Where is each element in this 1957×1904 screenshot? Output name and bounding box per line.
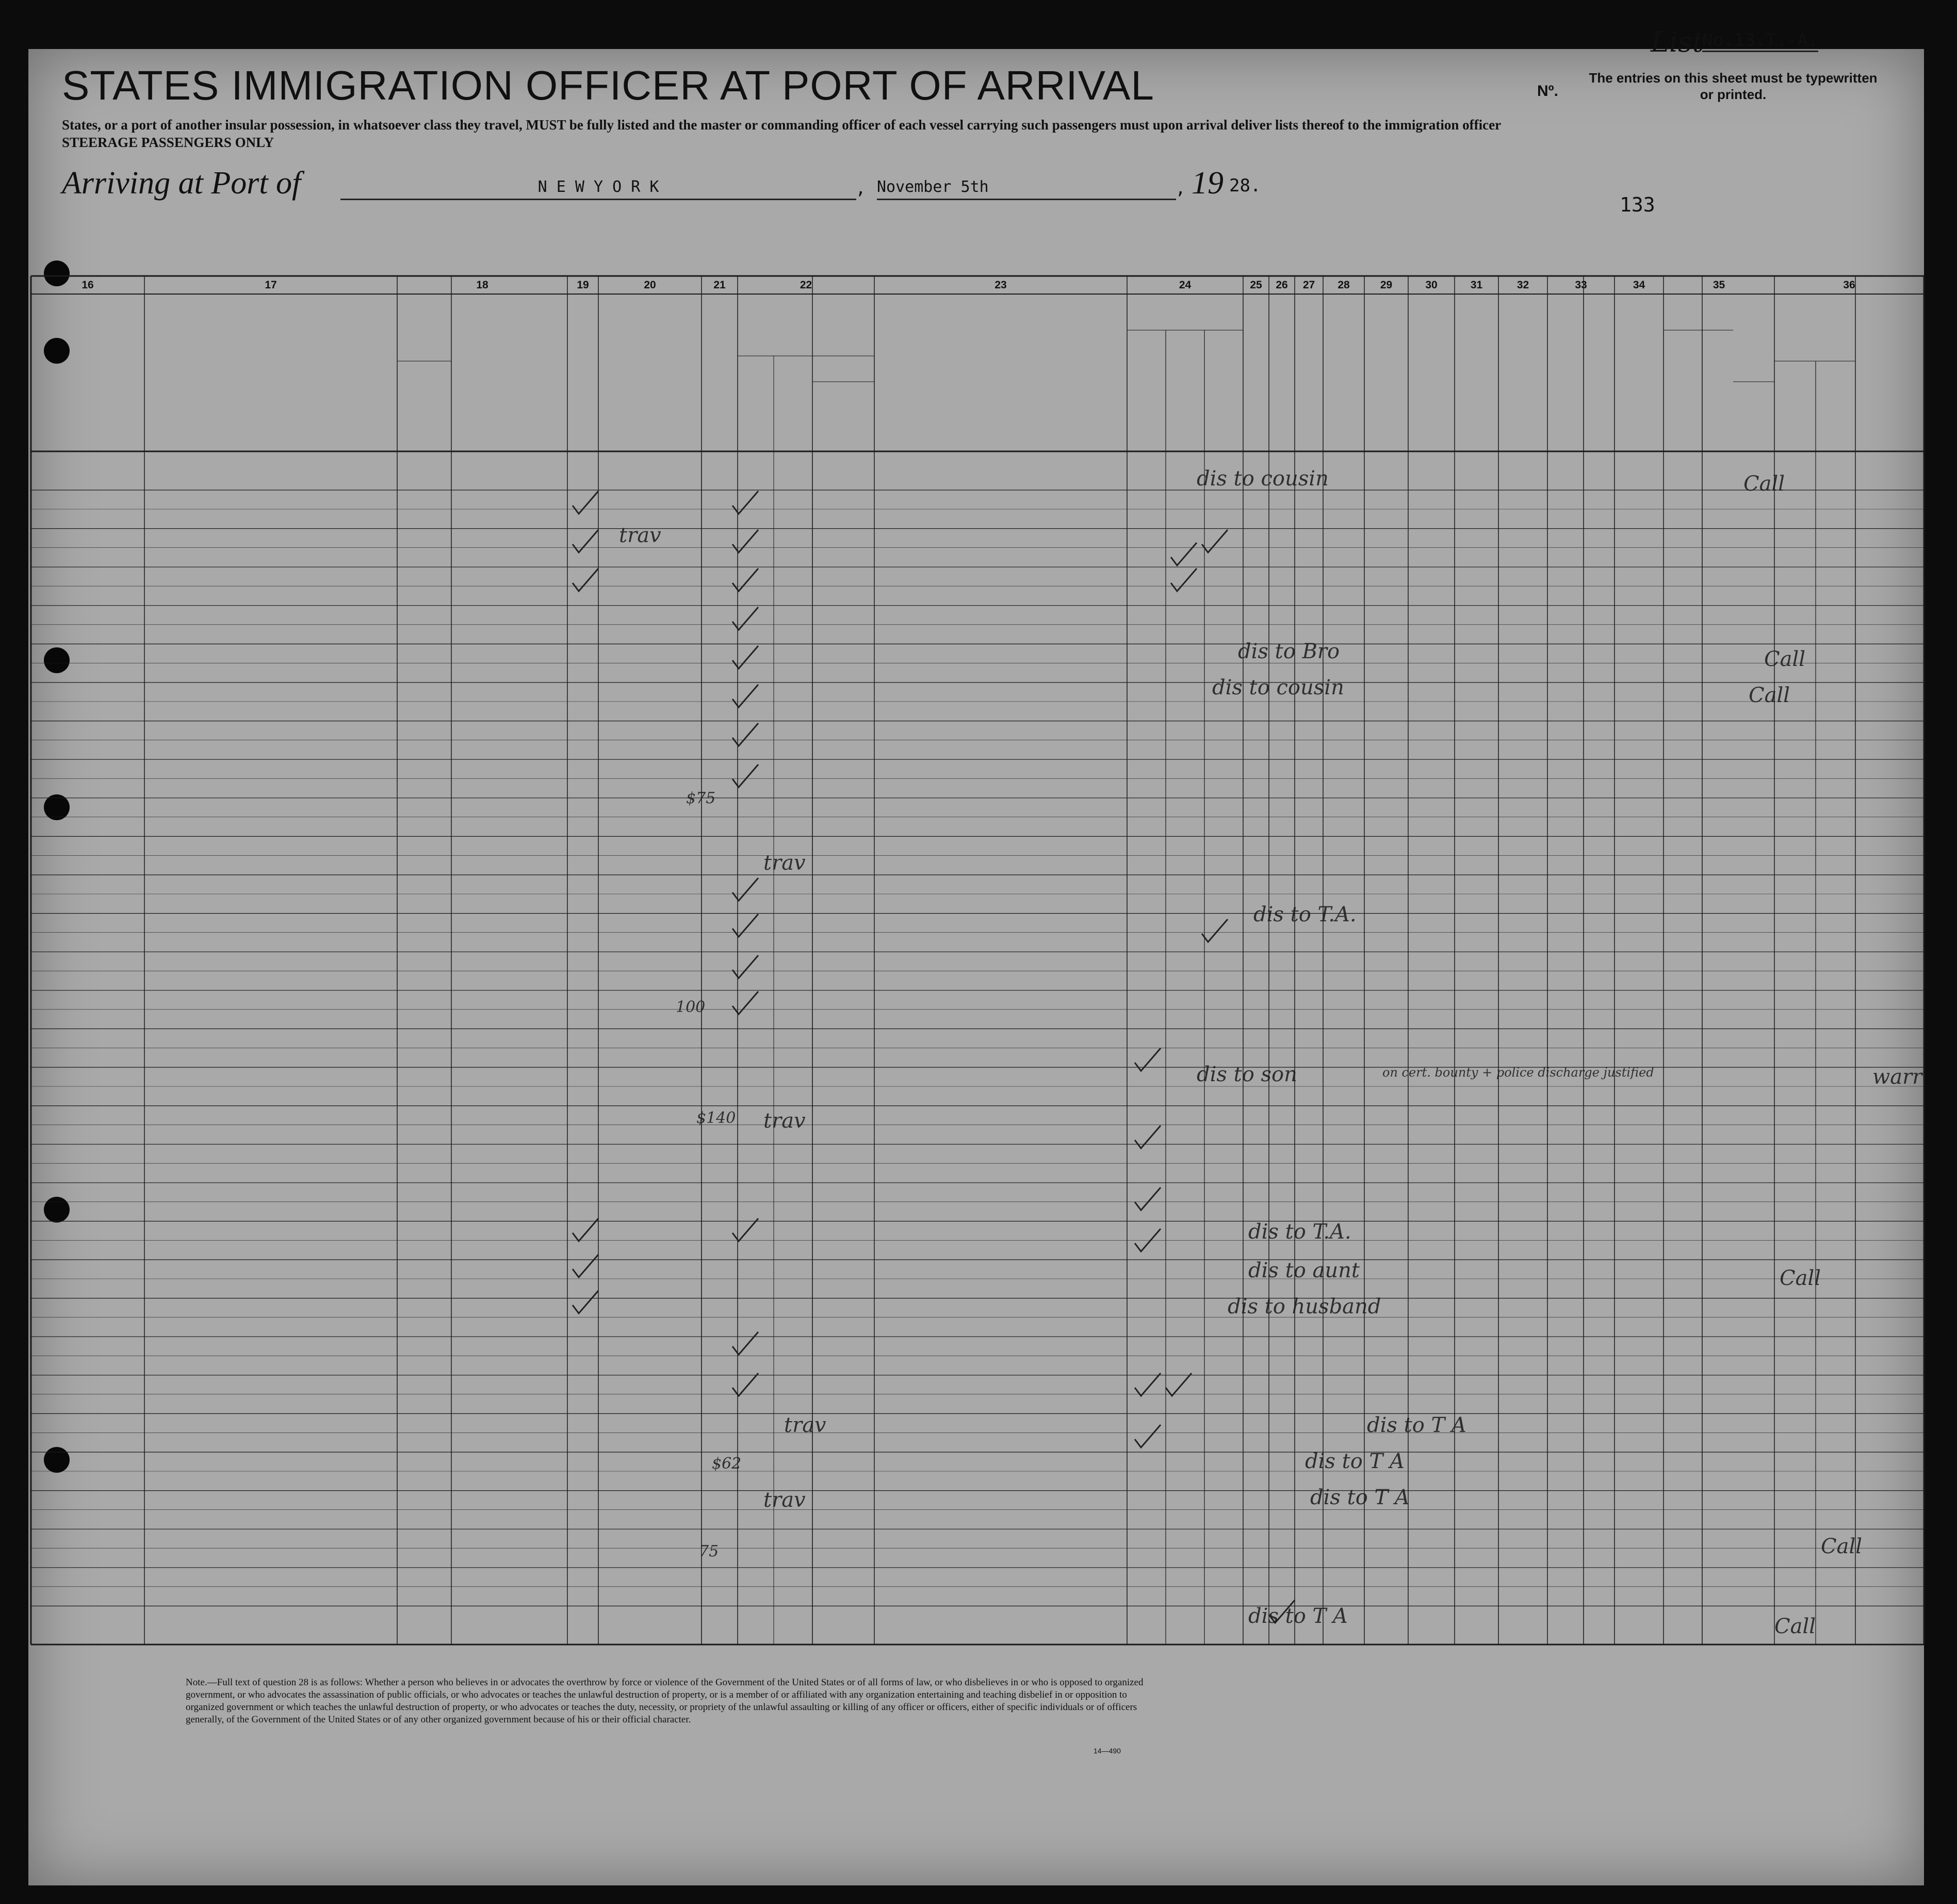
column-number: 33	[1575, 279, 1587, 291]
footnote: Note.—Full text of question 28 is as follows: Whether a person who believes in or advocates the overthrow by force or violence of the Government of the United States or of all forms of law, or who disbelieves in or who is opposed to organized government, or who advocates the assassination of public officials, or who advocates or teaches the unlawful destruction of property, or is a member of or affiliated with any organization entertaining and teaching disbelief in or opposition to organized government or which teaches the unlawful destruction of property, or who advocates or teaches the duty, necessity, or propriety of the unlawful assaulting or killing of any officer or officers, either of specific individuals or of officers generally, of the Government of the United States or of any other organized government because of his or their official character.	[186, 1677, 1144, 1725]
column-number: 30	[1425, 279, 1438, 291]
check-mark	[1135, 1229, 1161, 1251]
handwritten-note: dis to T A	[1310, 1486, 1410, 1509]
handwritten-note: 75	[699, 1542, 719, 1560]
check-mark	[732, 914, 758, 937]
column-number: 25	[1250, 279, 1262, 291]
arriving-label: Arriving at Port of	[62, 166, 301, 201]
column-number: 35	[1713, 279, 1725, 291]
handwritten-note: dis to son	[1197, 1063, 1297, 1086]
column-number: 27	[1302, 279, 1315, 291]
handwritten-note: dis to husband	[1228, 1295, 1381, 1319]
comma-separator: ,	[1177, 175, 1184, 199]
column-number: 32	[1516, 279, 1529, 291]
check-mark	[732, 1373, 758, 1396]
check-mark	[732, 955, 758, 978]
check-mark	[1135, 1126, 1161, 1148]
check-mark	[573, 491, 598, 514]
handwritten-note: $75	[686, 789, 716, 807]
check-mark	[573, 530, 598, 552]
check-mark	[573, 1255, 598, 1277]
handwritten-note: dis to T A	[1305, 1450, 1405, 1473]
column-number: 16	[81, 279, 94, 291]
check-mark	[732, 878, 758, 901]
comma-separator: ,	[857, 175, 864, 199]
check-mark	[732, 1218, 758, 1241]
column-number: 26	[1276, 279, 1288, 291]
column-number: 31	[1470, 279, 1483, 291]
column-number: 34	[1633, 279, 1645, 291]
handwritten-note: $140	[696, 1109, 736, 1127]
check-mark	[573, 568, 598, 591]
column-number: 17	[265, 279, 277, 291]
handwritten-note: Call	[1821, 1535, 1863, 1558]
year-suffix: 28.	[1229, 175, 1261, 196]
check-mark	[732, 685, 758, 707]
check-mark	[732, 607, 758, 630]
handwritten-note: Call	[1764, 647, 1806, 671]
check-mark	[1135, 1373, 1161, 1396]
check-mark	[732, 530, 758, 552]
handwritten-note: dis to T A	[1248, 1604, 1348, 1628]
column-number: 28	[1338, 279, 1350, 291]
page-number: 133	[1620, 193, 1655, 216]
port-field: N E W Y O R K	[340, 178, 856, 200]
page-title: STATES IMMIGRATION OFFICER AT PORT OF ARRIVAL	[62, 62, 1154, 108]
form-number: 14—490	[1094, 1747, 1121, 1755]
column-number: 21	[713, 279, 726, 291]
check-mark	[732, 568, 758, 591]
list-number: No.13.T.-A.	[1702, 30, 1818, 52]
check-mark	[732, 991, 758, 1014]
list-label: List	[1651, 26, 1704, 58]
handwritten-note: dis to T.A.	[1248, 1220, 1351, 1244]
page-subtitle: States, or a port of another insular possession, in whatsoever class they travel, MUST be fully listed and the master or commanding officer of each vessel carrying such passengers must upon arrival deliver lists thereof to the immigration officer STEERAGE PASSENGERS ONLY	[62, 117, 1501, 150]
check-mark	[573, 1291, 598, 1313]
handwritten-note: trav	[763, 851, 806, 875]
handwritten-note: dis to cousin	[1197, 467, 1329, 491]
check-mark	[732, 1332, 758, 1355]
check-mark	[1135, 1187, 1161, 1210]
column-number: 20	[644, 279, 656, 291]
handwritten-note: $62	[712, 1455, 742, 1473]
check-mark	[1171, 568, 1197, 591]
handwritten-note: trav	[619, 524, 661, 547]
handwritten-note: dis to T.A.	[1253, 903, 1357, 926]
check-mark	[1202, 919, 1228, 942]
check-mark	[573, 1218, 598, 1241]
check-mark	[732, 646, 758, 669]
handwritten-note: dis to Bro	[1238, 640, 1340, 663]
column-number: 36	[1843, 279, 1855, 291]
handwritten-note: Call	[1749, 684, 1790, 707]
handwritten-note: dis to cousin	[1212, 676, 1344, 699]
entries-note: The entries on this sheet must be typewritten or printed.	[1589, 70, 1878, 102]
number-label: Nº.	[1537, 83, 1558, 100]
handwritten-note: on cert. bounty + police discharge justified	[1382, 1065, 1654, 1080]
handwritten-note: trav	[784, 1413, 826, 1437]
column-number: 29	[1380, 279, 1393, 291]
handwritten-note: trav	[763, 1109, 806, 1133]
year-prefix: 19	[1192, 166, 1224, 201]
handwritten-note: dis to aunt	[1248, 1259, 1360, 1282]
column-number: 18	[476, 279, 488, 291]
column-number: 24	[1179, 279, 1192, 291]
check-mark	[732, 723, 758, 746]
handwritten-note: trav	[763, 1488, 806, 1512]
check-mark	[1135, 1425, 1161, 1447]
handwritten-note: Call	[1743, 472, 1785, 496]
handwritten-note: Call	[1780, 1266, 1821, 1290]
handwritten-note: warr	[1872, 1065, 1922, 1089]
check-mark	[1202, 530, 1228, 552]
date-field: November 5th	[877, 178, 1176, 200]
check-mark	[1171, 543, 1197, 565]
handwritten-note: dis to T A	[1367, 1413, 1466, 1437]
column-number: 22	[800, 279, 812, 291]
check-mark	[732, 491, 758, 514]
column-number: 19	[577, 279, 589, 291]
column-number: 23	[994, 279, 1007, 291]
handwritten-note: 100	[676, 998, 706, 1016]
check-mark	[732, 764, 758, 787]
check-mark	[1166, 1373, 1192, 1396]
handwritten-note: Call	[1774, 1615, 1816, 1638]
